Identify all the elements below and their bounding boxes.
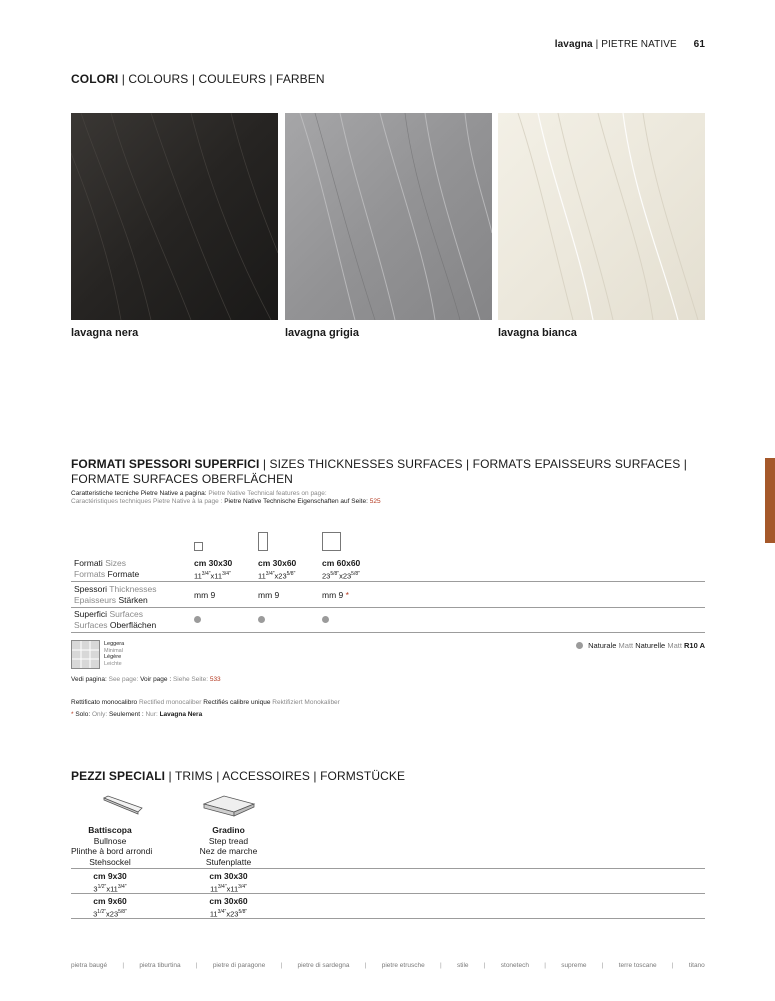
page-number: 61	[693, 39, 705, 50]
only-it: Solo:	[75, 711, 91, 718]
inch-a-frac: 3/4"	[265, 571, 275, 577]
only-fr: Seulement :	[108, 711, 144, 718]
row-formats-it: Formati	[74, 558, 103, 568]
weight-it: Leggera	[104, 641, 125, 647]
footer-link-pietra-bauge[interactable]: pietra baugé	[71, 962, 108, 969]
only-en: Only:	[91, 711, 108, 718]
rectified-it: Rettificato monocalibro	[71, 699, 138, 706]
finish-dot	[576, 642, 583, 649]
only-colour: Lavagna Nera	[159, 711, 203, 718]
row-thickness-de: Stärken	[118, 595, 148, 605]
trim-size-cm: cm 30x60	[209, 896, 248, 906]
row-surfaces-en: Surfaces	[109, 609, 143, 619]
swatch-label-grigia: lavagna grigia	[285, 327, 359, 339]
trim-step-size-1	[181, 871, 276, 895]
trim-inch-a-frac: 1/2"	[97, 908, 107, 915]
surface-dot-30x30	[194, 616, 201, 623]
row-surfaces-fr: Surfaces	[74, 620, 108, 630]
swatch-label-bianca: lavagna bianca	[498, 327, 577, 339]
finish-it: Naturale	[588, 641, 617, 650]
format-icon-30x30	[194, 542, 203, 551]
series-name: PIETRE NATIVE	[601, 39, 677, 50]
thickness-30x60: mm 9	[258, 590, 280, 600]
see-page-it: Vedi pagina:	[71, 676, 107, 683]
trim-name: Gradino	[212, 825, 245, 835]
row-surfaces-de: Oberflächen	[109, 620, 157, 630]
finish-fr: Naturelle	[635, 641, 666, 650]
trims-title-rest: | TRIMS | ACCESSOIRES | FORMSTÜCKE	[168, 769, 406, 783]
tech-note-it: Caratteristiche tecniche Pietre Native a pagina:	[71, 490, 207, 497]
running-head	[555, 39, 705, 50]
trim-inch-b: x11	[226, 884, 239, 893]
inch-b-frac: 5/8"	[286, 571, 296, 577]
format-size: cm 30x30	[194, 558, 233, 568]
footer-link-pietre-di-sardegna[interactable]: pietre di sardegna	[297, 962, 350, 969]
swatch-lavagna-nera	[71, 113, 278, 320]
swatch-lavagna-bianca	[498, 113, 705, 320]
rectified-note	[71, 699, 340, 707]
trim-inch-a-frac: 1/2"	[97, 883, 107, 890]
row-thickness-fr: Epaisseurs	[74, 595, 117, 605]
weight-de: Leichte	[104, 660, 122, 667]
tech-note-en: Pietre Native Technical features on page:	[208, 490, 327, 497]
trims-title-bold: PEZZI SPECIALI	[71, 769, 166, 783]
tech-note-page-link[interactable]: 525	[369, 498, 381, 505]
tech-note-fr: Caractéristiques techniques Pietre Native à la page :	[71, 498, 223, 505]
slip-rating: R10 A	[684, 641, 705, 650]
trim-inch-a: 11	[210, 884, 218, 893]
thickness-note-star: *	[345, 590, 349, 600]
inch-b: x11	[210, 571, 223, 581]
trim-name-fr: Plinthe à bord arrondi	[71, 846, 153, 856]
inch-b: x23	[339, 571, 352, 581]
trim-name-fr: Nez de marche	[199, 846, 258, 856]
formats-title-rest: | SIZES THICKNESSES SURFACES | FORMATS EPAISSEURS SURFACES |	[262, 457, 687, 471]
side-tab-label	[747, 478, 767, 538]
trim-name-en: Bullnose	[93, 835, 127, 846]
inch-b-frac: 3/4"	[222, 571, 231, 577]
trim-size-cm: cm 9x30	[93, 871, 127, 881]
trim-inch-a-frac: 3/4"	[217, 883, 227, 890]
inch-a-frac: 3/4"	[201, 571, 211, 577]
row-label-thickness	[74, 584, 157, 606]
table-divider	[71, 607, 705, 608]
weight-fr: Légère	[104, 654, 122, 660]
trim-inch-a: 3	[93, 884, 98, 893]
tech-note-de: Pietre Native Technische Eigenschaften auf Seite:	[224, 498, 368, 505]
trim-inch-b-frac: 5/8"	[238, 908, 248, 915]
finish-en: Matt	[618, 641, 634, 650]
trim-name: Battiscopa	[88, 825, 132, 835]
trim-size-cm: cm 30x30	[209, 871, 248, 881]
inch-a-frac: 5/8"	[330, 571, 340, 577]
format-icon-60x60	[322, 532, 341, 551]
weight-en: Minimal	[104, 647, 123, 654]
trim-name-de: Stufenplatte	[205, 856, 252, 867]
swatch-lavagna-grigia	[285, 113, 492, 320]
surface-dot-30x60	[258, 616, 265, 623]
footer-link-titano[interactable]: titano	[688, 962, 705, 969]
trim-inch-b: x23	[226, 909, 239, 918]
table-divider	[71, 918, 705, 919]
trims-title	[71, 769, 405, 784]
row-label-formats	[74, 558, 139, 580]
step-tread-icon	[200, 794, 256, 818]
row-thickness-en: Thicknesses	[109, 584, 157, 594]
footer-separator: |	[544, 962, 546, 969]
footer-link-terre-toscane[interactable]: terre toscane	[618, 962, 657, 969]
footer-separator: |	[671, 962, 674, 969]
footer-separator: |	[195, 962, 198, 969]
colors-title	[71, 72, 325, 87]
row-formats-fr: Formats	[74, 569, 106, 579]
finish-de: Matt	[667, 641, 682, 650]
see-page-link[interactable]: 533	[209, 676, 221, 683]
footer-separator: |	[364, 962, 367, 969]
thickness-value: mm 9	[322, 590, 344, 600]
format-size: cm 60x60	[322, 558, 361, 568]
see-page-en: See page:	[108, 676, 139, 683]
format-col-60x60	[322, 558, 360, 582]
formats-title	[71, 457, 711, 487]
thickness-60x60	[322, 590, 349, 601]
rectified-fr: Rectifiés calibre unique	[203, 699, 271, 706]
footer-link-pietre-di-paragone[interactable]: pietre di paragone	[212, 962, 266, 969]
trim-inch-a: 3	[93, 909, 98, 918]
trim-bullnose-size-2	[71, 896, 149, 920]
trim-inch-b-frac: 3/4"	[238, 883, 247, 890]
footer-separator: |	[483, 962, 486, 969]
lightweight-icon	[71, 640, 100, 669]
see-page-de: Siehe Seite:	[172, 676, 209, 683]
trim-name-en: Step tread	[208, 835, 249, 846]
colors-title-rest: | COLOURS | COULEURS | FARBEN	[121, 72, 325, 86]
footer-link-stile[interactable]: stile	[456, 962, 469, 969]
see-page-note	[71, 676, 221, 684]
rectified-en: Rectified monocaliber	[138, 699, 202, 706]
table-divider	[71, 868, 705, 869]
row-surfaces-it: Superfici	[74, 609, 108, 619]
trim-inch-b: x23	[106, 909, 119, 918]
surface-dot-60x60	[322, 616, 329, 623]
finish-legend	[576, 641, 705, 650]
rectified-de: Rektifiziert Monokaliber	[272, 699, 340, 706]
row-formats-en: Sizes	[105, 558, 126, 568]
only-de: Nur:	[145, 711, 158, 718]
format-col-30x30	[194, 558, 232, 582]
collection-name: lavagna	[554, 39, 593, 50]
inch-b: x23	[274, 571, 287, 581]
format-icon-30x60	[258, 532, 268, 551]
format-size: cm 30x60	[258, 558, 297, 568]
footer-link-pietre-etrusche[interactable]: pietre etrusche	[381, 962, 425, 969]
trim-step-size-2	[181, 896, 276, 920]
row-label-surfaces	[74, 609, 156, 631]
inch-b-frac: 5/8"	[351, 571, 360, 577]
trim-step-names	[181, 825, 276, 867]
footer-separator: |	[440, 962, 442, 969]
tech-features-note	[71, 490, 381, 506]
header-separator: |	[595, 39, 599, 50]
weight-legend	[104, 641, 124, 667]
thickness-30x30: mm 9	[194, 590, 216, 600]
bullnose-icon	[102, 794, 144, 816]
trim-size-cm: cm 9x60	[93, 896, 127, 906]
trim-name-de: Stehsockel	[89, 856, 131, 867]
footer-link-pietra-tiburtina[interactable]: pietra tiburtina	[139, 962, 181, 969]
row-formats-de: Formate	[107, 569, 140, 579]
colors-title-bold: COLORI	[71, 72, 119, 86]
trim-inch-b-frac: 5/8"	[118, 908, 127, 915]
trim-inch-b: x11	[106, 884, 118, 893]
footer-separator: |	[601, 962, 604, 969]
only-note	[71, 711, 202, 719]
trim-inch-b-frac: 3/4"	[117, 883, 127, 890]
row-thickness-it: Spessori	[74, 584, 108, 594]
footer-separator: |	[280, 962, 283, 969]
inch-a: 11	[258, 571, 266, 581]
table-divider	[71, 893, 705, 894]
inch-a: 11	[194, 571, 202, 581]
format-col-30x60	[258, 558, 296, 582]
formats-title-line2: FORMATE SURFACES OBERFLÄCHEN	[71, 472, 293, 486]
footer-link-supreme[interactable]: supreme	[561, 962, 587, 969]
table-divider	[71, 581, 705, 582]
trim-bullnose-size-1	[71, 871, 149, 895]
trim-inch-a: 11	[209, 909, 218, 918]
trim-bullnose-names	[71, 825, 153, 867]
only-star: *	[71, 711, 74, 718]
footer-nav	[71, 962, 705, 969]
swatch-label-nera: lavagna nera	[71, 327, 139, 339]
trim-inch-a-frac: 3/4"	[217, 908, 227, 915]
table-divider	[71, 632, 705, 633]
inch-a: 23	[322, 571, 331, 581]
see-page-fr: Voir page :	[140, 676, 172, 683]
formats-title-bold: FORMATI SPESSORI SUPERFICI	[71, 457, 260, 471]
footer-link-stonetech[interactable]: stonetech	[500, 962, 529, 969]
footer-separator: |	[122, 962, 125, 969]
